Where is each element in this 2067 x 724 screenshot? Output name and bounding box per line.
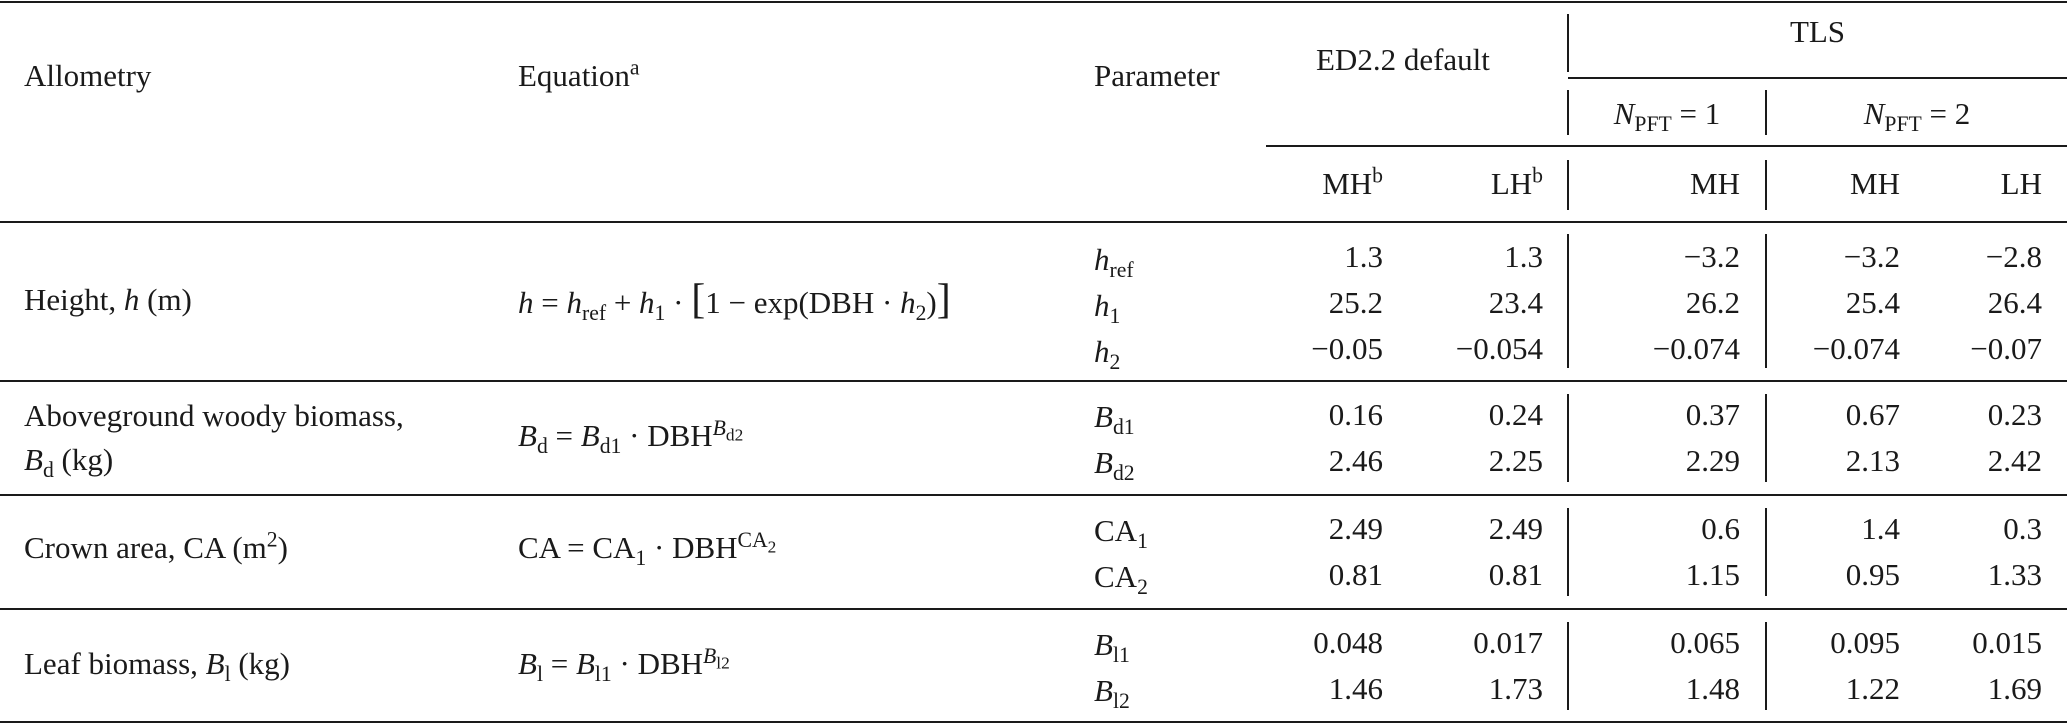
vrule-body-a4 xyxy=(1567,622,1569,710)
rule-top xyxy=(0,1,2067,3)
cell: 1.46 xyxy=(1328,671,1383,706)
cell: −0.05 xyxy=(1311,331,1383,366)
rule-row1 xyxy=(0,380,2067,382)
param-bd2: $B_{d2}$ xyxy=(1094,445,1135,486)
row-leaf-tls2-mh xyxy=(1770,620,1900,712)
cell: 0.81 xyxy=(1328,557,1383,592)
row-woody-allometry xyxy=(24,394,404,482)
cell: 2.49 xyxy=(1328,511,1383,546)
note-b-1: b xyxy=(1372,163,1383,188)
cell: 0.017 xyxy=(1473,625,1543,660)
col-tls: TLS xyxy=(1789,14,1846,49)
rule-header-bottom xyxy=(0,221,2067,223)
param-ca1: $CA_1$ xyxy=(1094,513,1148,554)
cell: 0.095 xyxy=(1830,625,1900,660)
cell: 0.015 xyxy=(1972,625,2042,660)
cell: −3.2 xyxy=(1683,239,1740,274)
row-leaf-tls2-lh xyxy=(1920,620,2042,712)
rule-row2 xyxy=(0,494,2067,496)
row-leaf-tls1-mh xyxy=(1600,620,1740,712)
row-crown-exp: 2 xyxy=(266,527,278,552)
row-height-symbol: h xyxy=(123,282,140,317)
col-allometry: Allometry xyxy=(24,58,152,93)
row-leaf-ed-lh xyxy=(1420,620,1543,712)
cell: −0.07 xyxy=(1970,331,2042,366)
param-ca2: $CA_2$ xyxy=(1094,559,1148,600)
vrule-body-a1 xyxy=(1567,234,1569,368)
rule-tls xyxy=(1568,77,2067,79)
col-ed22-default: ED2.2 default xyxy=(1316,42,1490,77)
note-b-2: b xyxy=(1532,163,1543,188)
vrule-ed-tls-low xyxy=(1567,160,1569,210)
cell: 2.29 xyxy=(1685,443,1740,478)
row-height-label: Height, xyxy=(24,282,124,317)
npft-1-value: = 1 xyxy=(1671,96,1721,131)
col-tls1-mh: MH xyxy=(1690,166,1740,201)
vrule-tls-low xyxy=(1765,160,1767,210)
vrule-body-a2 xyxy=(1567,394,1569,482)
col-tls2-mh: MH xyxy=(1850,166,1900,201)
cell: 2.42 xyxy=(1987,443,2042,478)
col-equation xyxy=(518,55,640,94)
cell: 1.3 xyxy=(1344,239,1383,274)
cell: 0.048 xyxy=(1313,625,1383,660)
row-crown-ed-lh xyxy=(1420,506,1543,598)
cell: −0.074 xyxy=(1652,331,1740,366)
cell: 1.15 xyxy=(1685,557,1740,592)
param-href: $h_{ref}$ xyxy=(1094,242,1134,283)
row-crown-tls2-lh xyxy=(1920,506,2042,598)
col-parameter: Parameter xyxy=(1094,58,1220,93)
row-height-tls2-lh xyxy=(1920,234,2042,372)
row-leaf-label: Leaf biomass, xyxy=(24,646,206,681)
cell: 2.46 xyxy=(1328,443,1383,478)
row-woody-ed-lh xyxy=(1420,392,1543,484)
row-leaf-equation: $B_l = B_{l1} \cdot DBH^{B_{l2}}$ xyxy=(518,643,730,687)
vrule-body-b1 xyxy=(1765,234,1767,368)
col-ed-mh xyxy=(1280,163,1383,202)
row-height-tls2-mh xyxy=(1770,234,1900,372)
row-height-ed-lh xyxy=(1420,234,1543,372)
npft-symbol-2: N xyxy=(1863,96,1885,131)
param-h1: $h_1$ xyxy=(1094,288,1121,329)
cell: 26.4 xyxy=(1987,285,2042,320)
row-crown-allometry xyxy=(24,527,288,566)
col-ed-mh-label: MH xyxy=(1322,166,1373,201)
cell: 1.3 xyxy=(1504,239,1543,274)
cell: 0.16 xyxy=(1328,397,1383,432)
row-woody-tls2-lh xyxy=(1920,392,2042,484)
row-crown-tls1-mh xyxy=(1600,506,1740,598)
col-ed-lh-label: LH xyxy=(1490,166,1533,201)
row-height-tls1-mh xyxy=(1600,234,1740,372)
cell: 0.37 xyxy=(1685,397,1740,432)
row-leaf-params xyxy=(1094,622,1130,714)
cell: −3.2 xyxy=(1843,239,1900,274)
npft-symbol: N xyxy=(1613,96,1635,131)
row-leaf-ed-mh xyxy=(1280,620,1383,712)
rule-bottom xyxy=(0,721,2067,723)
row-crown-equation: CA = $CA_1 \cdot DBH^{CA_2}$ xyxy=(518,527,777,571)
vrule-body-a3 xyxy=(1567,508,1569,596)
row-woody-label: Aboveground woody biomass, xyxy=(24,398,404,433)
row-height-params xyxy=(1094,237,1134,375)
row-woody-tls1-mh xyxy=(1600,392,1740,484)
cell: 0.81 xyxy=(1488,557,1543,592)
npft-2-value: = 2 xyxy=(1921,96,1971,131)
col-npft-1 xyxy=(1568,96,1766,137)
vrule-body-b4 xyxy=(1765,622,1767,710)
param-bd1: $B_{d1}$ xyxy=(1094,399,1135,440)
row-crown-params xyxy=(1094,508,1148,600)
row-crown-label: Crown area, CA (m xyxy=(24,530,267,565)
cell: −2.8 xyxy=(1985,239,2042,274)
param-bl1: $B_{l1}$ xyxy=(1094,627,1130,668)
cell: 2.13 xyxy=(1845,443,1900,478)
row-crown-tls2-mh xyxy=(1770,506,1900,598)
col-npft-2 xyxy=(1767,96,2067,137)
row-woody-equation: $B_d = B_{d1} \cdot DBH^{B_{d2}}$ xyxy=(518,415,744,459)
cell: 2.25 xyxy=(1488,443,1543,478)
rule-row3 xyxy=(0,608,2067,610)
row-crown-ed-mh xyxy=(1280,506,1383,598)
cell: 1.22 xyxy=(1845,671,1900,706)
row-height-equation: $h = h_{ref} + h_1 \cdot [1 - \exp(DBH \cdot h_2)]$ xyxy=(518,277,951,326)
cell: 0.95 xyxy=(1845,557,1900,592)
param-h2: $h_2$ xyxy=(1094,334,1121,375)
cell: 2.49 xyxy=(1488,511,1543,546)
cell: −0.054 xyxy=(1455,331,1543,366)
npft-subscript: PFT xyxy=(1634,112,1672,137)
row-woody-tls2-mh xyxy=(1770,392,1900,484)
cell: 1.48 xyxy=(1685,671,1740,706)
cell: 0.67 xyxy=(1845,397,1900,432)
cell: 0.24 xyxy=(1488,397,1543,432)
row-woody-ed-mh xyxy=(1280,392,1383,484)
col-tls2-lh: LH xyxy=(2000,166,2042,201)
col-ed-lh xyxy=(1440,163,1543,202)
note-a: a xyxy=(629,55,640,80)
row-woody-symbol: $B_d$ (kg) xyxy=(24,442,114,483)
param-bl2: $B_{l2}$ xyxy=(1094,673,1130,714)
cell: 0.23 xyxy=(1987,397,2042,432)
row-leaf-unit: (kg) xyxy=(230,646,291,681)
col-equation-label: Equation xyxy=(518,58,630,93)
cell: 1.73 xyxy=(1488,671,1543,706)
row-woody-params xyxy=(1094,394,1135,486)
cell: 0.6 xyxy=(1701,511,1740,546)
cell: 1.33 xyxy=(1987,557,2042,592)
cell: −0.074 xyxy=(1812,331,1900,366)
cell: 1.4 xyxy=(1861,511,1900,546)
rule-ed xyxy=(1266,145,2067,147)
cell: 0.3 xyxy=(2003,511,2042,546)
cell: 25.4 xyxy=(1845,285,1900,320)
cell: 23.4 xyxy=(1488,285,1543,320)
npft-subscript-2: PFT xyxy=(1884,112,1922,137)
cell: 1.69 xyxy=(1987,671,2042,706)
vrule-body-b3 xyxy=(1765,508,1767,596)
cell: 26.2 xyxy=(1685,285,1740,320)
cell: 25.2 xyxy=(1328,285,1383,320)
row-height-allometry xyxy=(24,282,192,318)
row-leaf-allometry: Leaf biomass, $B_l$ (kg) xyxy=(24,646,291,687)
row-height-ed-mh xyxy=(1280,234,1383,372)
row-crown-close: ) xyxy=(277,530,288,565)
vrule-body-b2 xyxy=(1765,394,1767,482)
row-height-unit: (m) xyxy=(139,282,192,317)
cell: 0.065 xyxy=(1670,625,1740,660)
